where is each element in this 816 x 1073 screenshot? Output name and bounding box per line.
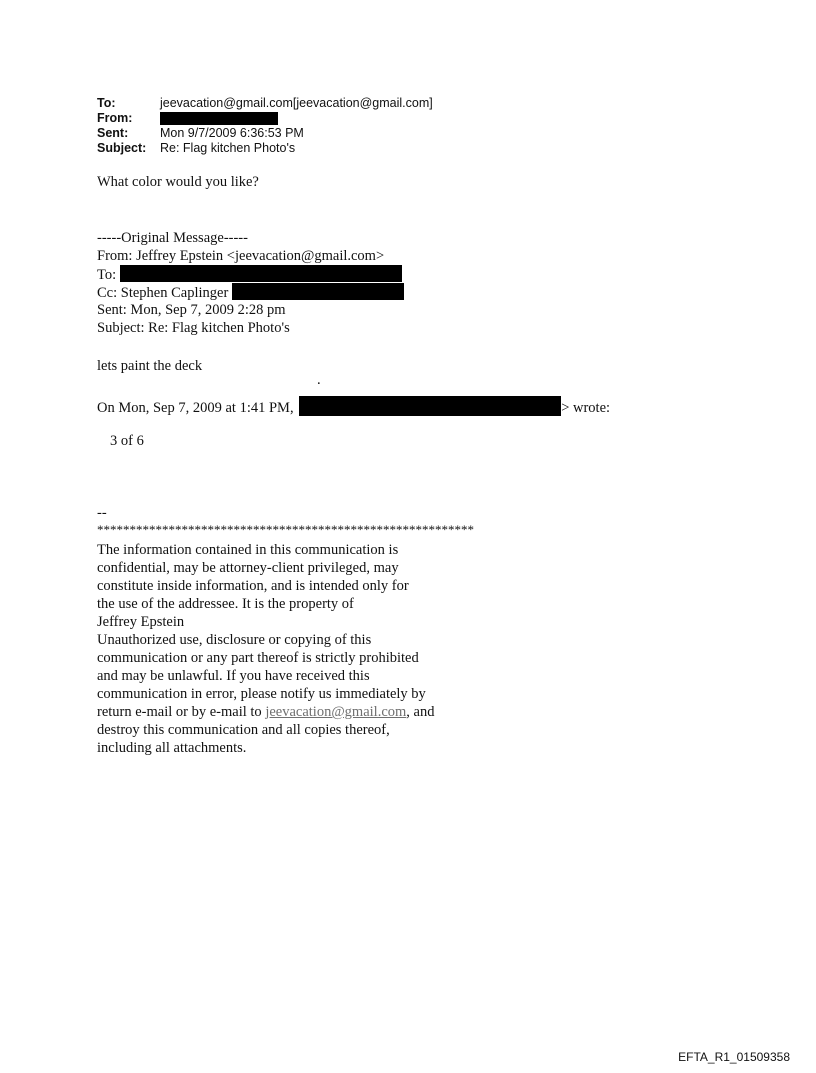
notice-line: including all attachments. [97, 740, 247, 756]
quote-intro: On Mon, Sep 7, 2009 at 1:41 PM, [97, 400, 294, 416]
redaction-bar [160, 112, 278, 125]
sent-value: Mon 9/7/2009 6:36:53 PM [160, 126, 304, 140]
header-from-row [97, 111, 433, 126]
header-sent-row [97, 126, 433, 141]
notice-line: and may be unlawful. If you have received this [97, 668, 370, 684]
return-suffix: , and [406, 704, 435, 720]
header-to-row [97, 96, 433, 111]
original-to-line [97, 265, 404, 283]
notice-line: communication or any part thereof is strictly prohibited [97, 650, 419, 666]
notice-line: Unauthorized use, disclosure or copying of this [97, 632, 372, 648]
quote-line [97, 396, 610, 416]
original-message-text: lets paint the deck [97, 358, 203, 374]
notice-line: the use of the addressee. It is the property of [97, 596, 354, 612]
to-value: jeevacation@gmail.com[jeevacation@gmail.com] [160, 96, 433, 110]
original-cc-text: Cc: Stephen Caplinger [97, 285, 229, 301]
reply-text: What color would you like? [97, 174, 259, 190]
original-message [97, 229, 404, 337]
original-cc-line [97, 283, 404, 301]
return-prefix: return e-mail or by e-mail to [97, 704, 266, 720]
subject-label: Subject: [97, 141, 147, 155]
notice-line: Jeffrey Epstein [97, 614, 185, 630]
original-sent-line: Sent: Mon, Sep 7, 2009 2:28 pm [97, 302, 286, 318]
quote-wrote: > wrote: [561, 400, 611, 416]
notice-line-return [97, 703, 434, 721]
original-to-label: To: [97, 267, 117, 283]
sent-label: Sent: [97, 126, 129, 140]
original-divider: -----Original Message----- [97, 230, 248, 246]
original-subject-line: Subject: Re: Flag kitchen Photo's [97, 320, 290, 336]
redaction-bar [232, 283, 404, 300]
redaction-bar [299, 396, 561, 416]
document-id: EFTA_R1_01509358 [678, 1050, 790, 1064]
email-header [97, 96, 433, 156]
original-from-line: From: Jeffrey Epstein <jeevacation@gmail.com> [97, 248, 385, 264]
redaction-bar [120, 265, 402, 282]
email-link[interactable]: jeevacation@gmail.com [265, 704, 407, 720]
from-label: From: [97, 111, 133, 125]
signature-dashes: -- [97, 505, 107, 521]
notice-line: communication in error, please notify us immediately by [97, 686, 426, 702]
confidentiality-notice [97, 541, 434, 757]
notice-line: constitute inside information, and is intended only for [97, 578, 409, 594]
stars-divider: ********************************************************** [97, 522, 474, 537]
header-subject-row [97, 141, 433, 156]
to-label: To: [97, 96, 116, 110]
notice-line: destroy this communication and all copies thereof, [97, 722, 390, 738]
page-count: 3 of 6 [110, 433, 144, 449]
subject-value: Re: Flag kitchen Photo's [160, 141, 296, 155]
stray-dot: . [317, 372, 321, 388]
notice-line: The information contained in this communication is [97, 542, 399, 558]
notice-line: confidential, may be attorney-client privileged, may [97, 560, 399, 576]
